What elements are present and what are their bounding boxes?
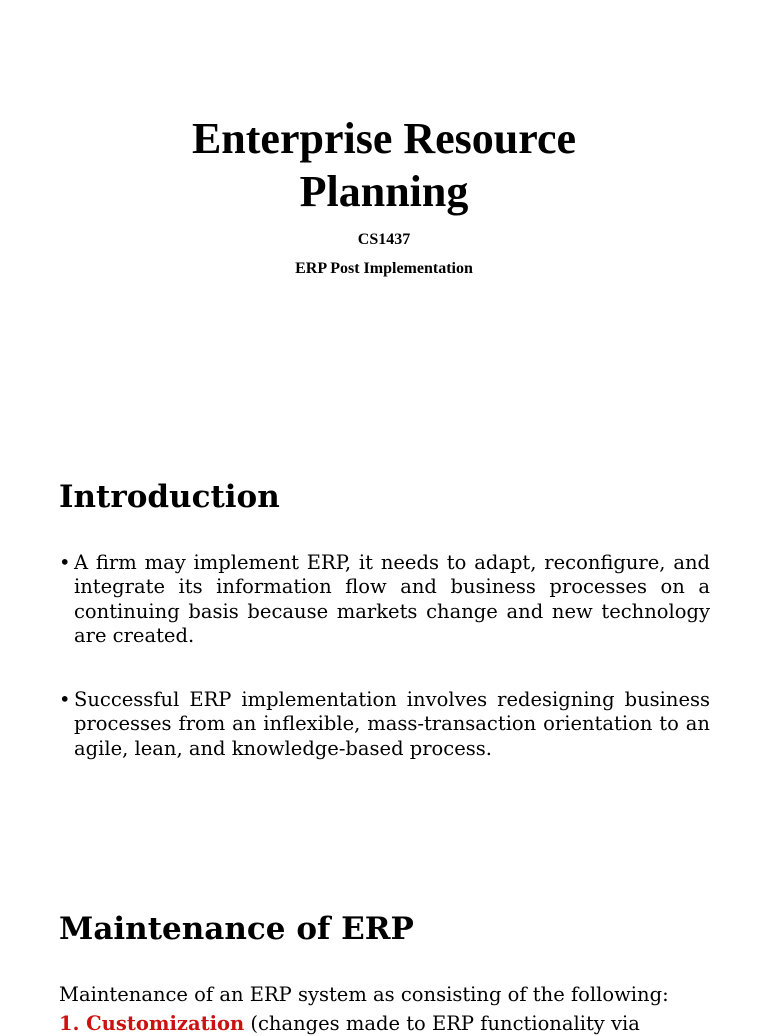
bullet-icon: • bbox=[59, 551, 71, 574]
slide-title-line-2: Planning bbox=[299, 167, 469, 216]
course-code: CS1437 bbox=[357, 231, 411, 248]
introduction-bullet-1 bbox=[59, 551, 710, 648]
introduction-heading: Introduction bbox=[59, 479, 280, 515]
maintenance-intro: Maintenance of an ERP system as consisting of the following: bbox=[59, 983, 669, 1006]
introduction-bullet-list-2 bbox=[59, 688, 710, 761]
introduction-bullet-2 bbox=[59, 688, 710, 761]
item-1-text: (changes made to ERP functionality via bbox=[244, 1012, 640, 1035]
slide-subtitle: ERP Post Implementation bbox=[295, 260, 473, 277]
bullet-text: Successful ERP implementation involves redesigning business processes from an inflexible, mass-transaction orientation to an agile, lean, and knowledge-based process. bbox=[74, 688, 710, 760]
introduction-bullet-list bbox=[59, 551, 710, 648]
maintenance-heading: Maintenance of ERP bbox=[59, 911, 414, 947]
item-1-label: 1. Customization bbox=[59, 1012, 245, 1035]
bullet-text: A firm may implement ERP, it needs to adapt, reconfigure, and integrate its information flow and business processes on a continuing basis because markets change and new technology are created. bbox=[74, 551, 710, 647]
bullet-icon: • bbox=[59, 688, 71, 711]
slide-title bbox=[0, 112, 768, 218]
slide-title-line-1: Enterprise Resource bbox=[191, 114, 577, 163]
maintenance-item-1 bbox=[59, 1012, 710, 1036]
